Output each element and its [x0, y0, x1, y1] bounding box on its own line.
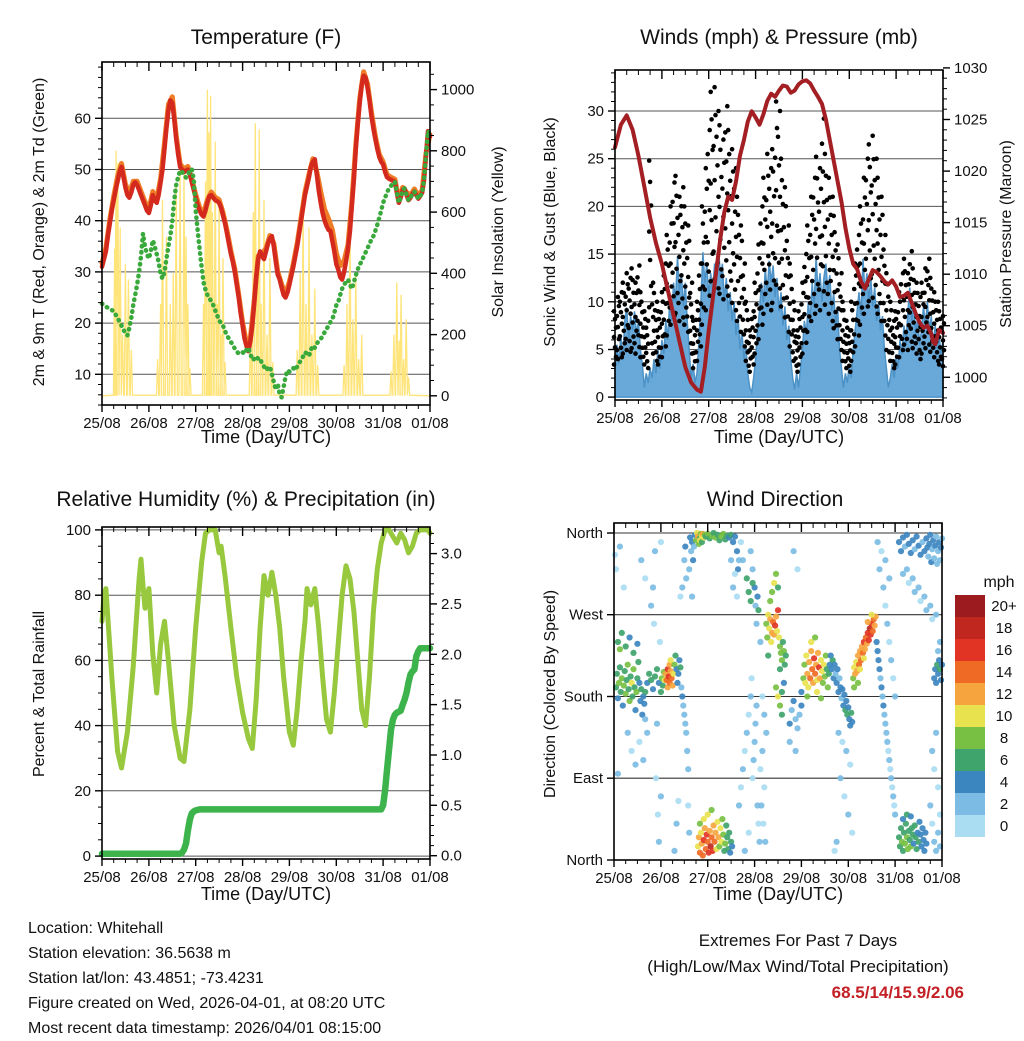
- svg-text:26/08: 26/08: [642, 870, 680, 887]
- svg-text:10: 10: [587, 293, 604, 311]
- svg-text:31/08: 31/08: [364, 415, 402, 432]
- humidity-precip-chart-canvas: [0, 470, 512, 915]
- svg-text:16: 16: [995, 642, 1013, 659]
- svg-text:25/08: 25/08: [596, 410, 634, 427]
- extremes-subheading: (High/Low/Max Wind/Total Precipitation): [647, 957, 949, 976]
- svg-text:27/08: 27/08: [176, 415, 215, 432]
- svg-text:30/08: 30/08: [317, 415, 356, 432]
- svg-text:29/08: 29/08: [270, 869, 309, 886]
- svg-text:31/08: 31/08: [876, 870, 914, 887]
- svg-text:0: 0: [999, 818, 1009, 835]
- data-timestamp: Most recent data timestamp: 2026/04/01 08:15:00: [28, 1020, 382, 1037]
- svg-text:20: 20: [74, 315, 91, 333]
- svg-text:25: 25: [587, 150, 604, 168]
- winds-pressure-chart-canvas: [512, 0, 1024, 470]
- svg-text:28/08: 28/08: [223, 869, 262, 886]
- svg-text:01/08: 01/08: [923, 870, 961, 887]
- svg-text:South: South: [563, 688, 603, 706]
- svg-text:27/08: 27/08: [176, 869, 215, 886]
- winds-xlabel: Time (Day/UTC): [713, 427, 845, 447]
- svg-text:0: 0: [82, 848, 91, 866]
- svg-text:1010: 1010: [954, 266, 988, 284]
- svg-text:1025: 1025: [954, 111, 988, 129]
- svg-text:0: 0: [595, 389, 604, 407]
- svg-text:30/08: 30/08: [830, 410, 869, 427]
- svg-text:2: 2: [999, 796, 1009, 813]
- svg-text:25/08: 25/08: [83, 415, 121, 432]
- svg-text:31/08: 31/08: [364, 869, 402, 886]
- wind-direction-title: Wind Direction: [706, 488, 844, 511]
- humidity-xlabel: Time (Day/UTC): [200, 884, 332, 904]
- extremes-summary: [598, 928, 998, 1006]
- svg-text:North: North: [566, 852, 603, 869]
- svg-text:29/08: 29/08: [270, 415, 309, 432]
- svg-text:1.0: 1.0: [441, 747, 462, 764]
- svg-text:27/08: 27/08: [688, 870, 727, 887]
- humidity-ylabel-left: Percent & Total Rainfall: [31, 611, 48, 778]
- svg-text:80: 80: [74, 587, 91, 605]
- svg-text:50: 50: [74, 161, 91, 179]
- figure-created: Figure created on Wed, 2026-04-01, at 08:20 UTC: [28, 995, 386, 1012]
- svg-text:12: 12: [995, 686, 1013, 703]
- svg-text:1015: 1015: [954, 214, 988, 232]
- svg-text:10: 10: [995, 708, 1013, 725]
- svg-text:14: 14: [995, 664, 1013, 681]
- svg-text:26/08: 26/08: [130, 415, 168, 432]
- svg-text:29/08: 29/08: [783, 410, 822, 427]
- svg-text:27/08: 27/08: [689, 410, 728, 427]
- station-location: Location: Whitehall: [28, 920, 164, 937]
- svg-text:10: 10: [74, 366, 91, 384]
- temperature-chart-canvas: [0, 0, 512, 470]
- extremes-heading: Extremes For Past 7 Days: [698, 931, 898, 950]
- svg-text:28/08: 28/08: [736, 410, 775, 427]
- svg-text:20: 20: [74, 782, 91, 800]
- svg-text:31/08: 31/08: [877, 410, 915, 427]
- svg-text:20: 20: [587, 198, 604, 216]
- svg-text:01/08: 01/08: [411, 869, 449, 886]
- svg-text:400: 400: [441, 265, 467, 283]
- svg-text:1005: 1005: [954, 317, 988, 335]
- svg-text:600: 600: [441, 204, 467, 222]
- extremes-values: 68.5/14/15.9/2.06: [831, 983, 964, 1002]
- svg-text:40: 40: [74, 717, 91, 735]
- svg-text:0.0: 0.0: [441, 847, 462, 865]
- svg-text:0: 0: [441, 387, 450, 405]
- svg-text:6: 6: [999, 752, 1009, 769]
- svg-text:15: 15: [587, 246, 604, 264]
- svg-text:West: West: [569, 606, 603, 624]
- direction-ylabel-left: Direction (Colored By Speed): [542, 589, 559, 799]
- svg-text:28/08: 28/08: [223, 415, 262, 432]
- winds-ylabel-left: Sonic Wind & Gust (Blue, Black): [542, 117, 559, 347]
- svg-text:30: 30: [74, 263, 91, 281]
- svg-text:26/08: 26/08: [130, 869, 168, 886]
- svg-text:18: 18: [995, 620, 1013, 637]
- station-latlon: Station lat/lon: 43.4851; -73.4231: [28, 970, 264, 987]
- svg-text:1000: 1000: [954, 369, 988, 387]
- svg-text:800: 800: [441, 142, 467, 160]
- humidity-precip-title: Relative Humidity (%) & Precipitation (in): [56, 488, 436, 511]
- temperature-xlabel: Time (Day/UTC): [200, 427, 332, 447]
- svg-text:2.0: 2.0: [441, 646, 462, 664]
- svg-text:25/08: 25/08: [83, 869, 121, 886]
- svg-text:1020: 1020: [954, 163, 988, 181]
- pressure-ylabel-right: Station Pressure (Maroon): [998, 140, 1015, 328]
- svg-text:30/08: 30/08: [829, 870, 868, 887]
- svg-text:28/08: 28/08: [735, 870, 774, 887]
- svg-text:mph: mph: [983, 574, 1015, 591]
- svg-text:01/08: 01/08: [924, 410, 962, 427]
- temperature-title: Temperature (F): [190, 26, 342, 49]
- svg-text:North: North: [566, 525, 603, 542]
- svg-text:East: East: [572, 770, 603, 788]
- temperature-ylabel-left: 2m & 9m T (Red, Orange) & 2m Td (Green): [31, 77, 48, 387]
- svg-text:8: 8: [999, 730, 1009, 747]
- temperature-ylabel-right: Solar Insolation (Yellow): [490, 146, 507, 318]
- svg-text:2.5: 2.5: [441, 595, 462, 613]
- svg-text:20+: 20+: [991, 598, 1017, 615]
- svg-text:1030: 1030: [954, 59, 988, 77]
- svg-text:4: 4: [999, 774, 1009, 791]
- svg-text:60: 60: [74, 110, 91, 128]
- station-elevation: Station elevation: 36.5638 m: [28, 945, 231, 962]
- svg-text:0.5: 0.5: [441, 797, 462, 815]
- svg-text:1000: 1000: [441, 81, 475, 99]
- svg-text:30: 30: [587, 103, 604, 120]
- svg-text:25/08: 25/08: [595, 870, 633, 887]
- svg-text:3.0: 3.0: [441, 545, 462, 563]
- svg-text:100: 100: [65, 521, 91, 539]
- direction-xlabel: Time (Day/UTC): [712, 884, 844, 904]
- winds-pressure-title: Winds (mph) & Pressure (mb): [640, 26, 918, 49]
- svg-text:40: 40: [74, 212, 91, 230]
- station-info: [28, 916, 385, 1041]
- svg-text:30/08: 30/08: [317, 869, 356, 886]
- svg-text:60: 60: [74, 652, 91, 670]
- svg-text:5: 5: [595, 341, 604, 359]
- svg-text:200: 200: [441, 326, 467, 344]
- svg-text:01/08: 01/08: [411, 415, 449, 432]
- svg-text:1.5: 1.5: [441, 696, 462, 714]
- svg-text:26/08: 26/08: [643, 410, 681, 427]
- svg-text:29/08: 29/08: [782, 870, 821, 887]
